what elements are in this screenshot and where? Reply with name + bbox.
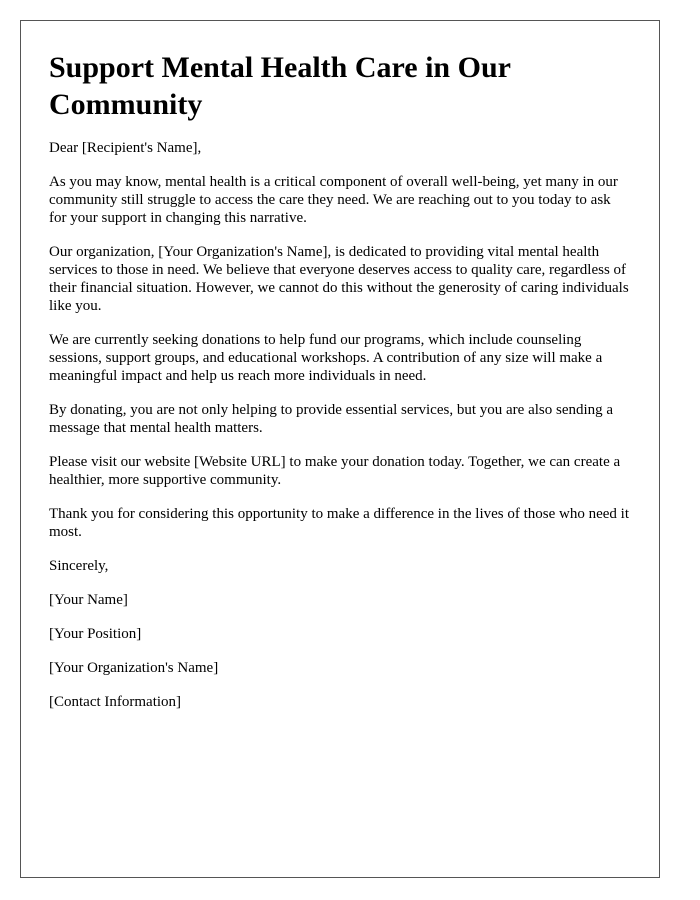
body-paragraph-organization: Our organization, [Your Organization's Name], is dedicated to providing vital mental health services to those in need. We believe that everyone deserves access to quality care, regardless of their financial situation. However, we cannot do this without the generosity of caring individuals like you.: [49, 244, 629, 314]
body-paragraph-donations: We are currently seeking donations to help fund our programs, which include counseling sessions, support groups, and educational workshops. A contribution of any size will make a meaningful impact and help us reach more individuals in need.: [49, 332, 603, 384]
signature-name: [Your Name]: [49, 592, 128, 608]
body-paragraph-impact: By donating, you are not only helping to provide essential services, but you are also sending a message that mental health matters.: [49, 402, 614, 436]
letter-page: [20, 20, 660, 878]
closing: Sincerely,: [49, 558, 109, 574]
letter-title: Support Mental Health Care in Our Community: [49, 51, 511, 121]
signature-position: [Your Position]: [49, 626, 142, 642]
body-paragraph-call-to-action: Please visit our website [Website URL] to make your donation today. Together, we can create a healthier, more supportive community.: [49, 454, 621, 488]
greeting: Dear [Recipient's Name],: [49, 140, 202, 156]
signature-contact: [Contact Information]: [49, 694, 182, 710]
body-paragraph-thanks: Thank you for considering this opportunity to make a difference in the lives of those who need it most.: [49, 506, 629, 540]
signature-organization: [Your Organization's Name]: [49, 660, 219, 676]
body-paragraph-intro: As you may know, mental health is a critical component of overall well-being, yet many in our community still struggle to access the care they need. We are reaching out to you today to ask for your support in changing this narrative.: [49, 174, 618, 226]
